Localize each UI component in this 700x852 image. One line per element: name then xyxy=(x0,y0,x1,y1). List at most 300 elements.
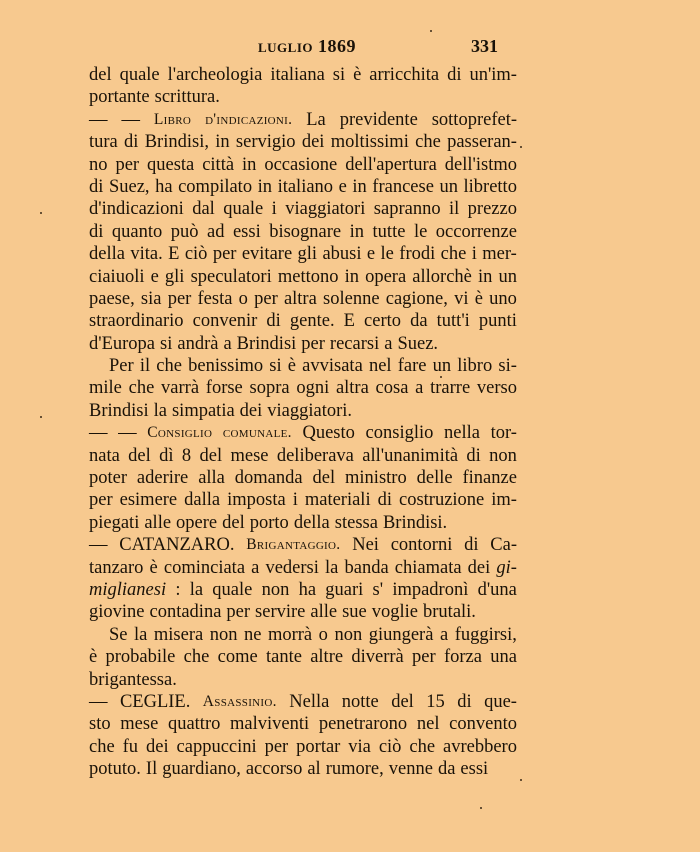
word: ne xyxy=(243,624,262,645)
word: in xyxy=(215,132,230,153)
word: questa xyxy=(147,154,195,175)
word: altra xyxy=(335,378,369,399)
word: di xyxy=(447,65,462,85)
word: — xyxy=(89,535,108,556)
word: — xyxy=(89,423,108,444)
word: o xyxy=(318,624,328,645)
word: da xyxy=(410,311,428,332)
word: di xyxy=(266,311,281,332)
word: del xyxy=(391,691,414,712)
text-line xyxy=(89,109,517,131)
word: si xyxy=(269,356,282,377)
word: italiana xyxy=(270,65,325,85)
word: della xyxy=(293,512,330,533)
word: i xyxy=(271,199,277,220)
word: avvisata xyxy=(302,356,363,377)
word: contorni xyxy=(390,535,453,556)
word: di xyxy=(124,132,139,153)
margin-speck xyxy=(520,146,522,148)
text-line xyxy=(89,691,517,713)
word: Brindisi xyxy=(236,333,297,354)
word: poter xyxy=(89,468,128,489)
word: brigantessa. xyxy=(89,669,177,690)
word: tanzaro xyxy=(89,557,144,578)
word: banda xyxy=(344,557,389,578)
word: Per xyxy=(109,356,134,377)
word: frodi xyxy=(399,244,436,265)
word: Suez, xyxy=(108,176,150,197)
word: nata xyxy=(89,445,120,466)
word: della xyxy=(89,244,125,265)
word: consiglio xyxy=(365,423,434,444)
word: è xyxy=(474,288,483,309)
word: occorrenze xyxy=(435,221,517,242)
word: quale xyxy=(212,579,253,600)
word: e xyxy=(366,244,376,265)
word: a xyxy=(384,333,393,354)
word: dei xyxy=(301,132,325,153)
word: fare xyxy=(397,356,427,377)
word: prezzo xyxy=(467,199,517,220)
word: arricchita xyxy=(369,65,440,85)
word: viaggiatori. xyxy=(267,400,353,421)
text-line xyxy=(89,310,517,332)
word: aderire xyxy=(136,468,189,489)
word: sto xyxy=(89,714,111,735)
word: previdente xyxy=(339,109,418,130)
margin-speck xyxy=(440,376,442,378)
word: che xyxy=(89,736,115,757)
word: e xyxy=(150,266,159,287)
word: per xyxy=(264,736,289,757)
word: dalla xyxy=(184,490,221,511)
word: fuggirsi, xyxy=(454,624,517,645)
word: dì xyxy=(159,445,174,466)
word: Consiglio xyxy=(147,424,213,442)
word: — xyxy=(89,109,108,130)
word: misera xyxy=(153,624,204,645)
word: per xyxy=(115,154,140,175)
word: verso xyxy=(476,378,517,399)
word: miglianesi xyxy=(89,579,167,600)
word: guari xyxy=(325,579,364,600)
word: che xyxy=(440,244,467,265)
word: opera xyxy=(365,266,407,287)
word: è xyxy=(149,557,158,578)
word: può xyxy=(170,221,199,242)
word: cagione, xyxy=(385,288,448,309)
word: sia xyxy=(140,288,162,309)
word: di xyxy=(466,445,481,466)
word: ciaiuoli xyxy=(89,266,145,287)
word: forse xyxy=(205,378,243,399)
word: si xyxy=(160,333,173,354)
word: convenir xyxy=(192,311,258,332)
word: altra xyxy=(283,288,317,309)
word: d'una xyxy=(477,579,517,600)
word: quale xyxy=(223,199,264,220)
text-line xyxy=(89,512,517,534)
margin-speck xyxy=(430,30,432,32)
word: cosa xyxy=(375,378,409,399)
word: le xyxy=(380,244,394,265)
word: fu xyxy=(122,736,139,757)
word: — xyxy=(89,691,108,712)
word: avrebbero xyxy=(443,736,517,757)
word: nella xyxy=(444,423,480,444)
word: tor- xyxy=(490,423,517,444)
paragraph xyxy=(89,64,517,109)
word: potuto. xyxy=(89,759,141,780)
margin-speck xyxy=(520,779,522,781)
word: quattro xyxy=(167,714,221,735)
word: cominciata xyxy=(163,557,246,578)
word: che xyxy=(128,378,155,399)
word: dell'istmo xyxy=(444,154,517,175)
word: chiamata xyxy=(394,557,462,578)
word: ciò xyxy=(184,244,208,265)
word: per xyxy=(254,288,278,309)
word: Questo xyxy=(302,423,355,444)
word: in xyxy=(349,221,365,242)
text-line xyxy=(89,489,517,511)
word: trarre xyxy=(430,378,471,399)
word: solenne xyxy=(323,288,380,309)
word: del xyxy=(89,65,112,85)
word: sue xyxy=(342,602,367,623)
word: di xyxy=(457,691,472,712)
word: la xyxy=(189,579,204,600)
word: notte xyxy=(341,691,379,712)
text-line xyxy=(89,131,517,153)
text-line xyxy=(89,557,517,579)
word: evitare xyxy=(241,244,293,265)
word: uno xyxy=(489,288,517,309)
text-line xyxy=(89,669,517,691)
word: — xyxy=(118,423,137,444)
margin-speck xyxy=(480,807,482,809)
word: a xyxy=(251,557,260,578)
word: le xyxy=(413,221,428,242)
word: im- xyxy=(491,490,517,511)
word: giovine xyxy=(89,602,145,623)
word: paese, xyxy=(89,288,135,309)
word: la xyxy=(153,400,167,421)
word: ad xyxy=(207,221,225,242)
word: tura xyxy=(89,132,118,153)
word: stessa xyxy=(334,512,378,533)
word: quale xyxy=(119,65,160,85)
word: morrà xyxy=(267,624,313,645)
margin-speck xyxy=(40,212,42,214)
word: allorchè xyxy=(412,266,472,287)
word: per xyxy=(167,288,192,309)
word: giungerà xyxy=(368,624,434,645)
word: andrà xyxy=(177,333,219,354)
body-text xyxy=(89,64,517,781)
word: un xyxy=(439,176,458,197)
word: alle xyxy=(144,512,172,533)
word: Il xyxy=(145,759,158,780)
text-line xyxy=(89,355,517,377)
word: tutt'i xyxy=(436,311,470,332)
word: Brindisi, xyxy=(144,132,209,153)
word: compilato xyxy=(178,176,253,197)
header-month: luglio 1869 xyxy=(258,36,357,56)
word: mer- xyxy=(482,244,517,265)
word: sopra xyxy=(249,378,290,399)
text-line xyxy=(89,736,517,758)
word: di xyxy=(377,490,392,511)
word: d'Europa xyxy=(89,333,156,354)
word: essi xyxy=(232,221,261,242)
word: piegati xyxy=(89,512,140,533)
word: s' xyxy=(372,579,384,600)
word: comunale. xyxy=(222,424,292,442)
word: che xyxy=(409,736,436,757)
word: ogni xyxy=(296,378,330,399)
word: probabile xyxy=(105,647,176,668)
word: Ca- xyxy=(490,535,517,556)
word: rumore, xyxy=(325,759,384,780)
word: straordinario xyxy=(89,311,184,332)
word: gente. xyxy=(289,311,335,332)
word: viaggiatori xyxy=(285,199,366,220)
word: brutali. xyxy=(423,602,476,623)
word: i xyxy=(471,244,477,265)
word: non xyxy=(489,445,517,466)
page-header xyxy=(258,36,498,60)
word: del xyxy=(312,468,336,489)
word: la xyxy=(134,624,148,645)
word: materiali xyxy=(304,490,371,511)
text-line xyxy=(89,534,517,556)
word: da xyxy=(437,759,456,780)
word: domanda xyxy=(234,468,303,489)
word: d'indicazioni. xyxy=(205,110,293,128)
word: penetrarono xyxy=(318,714,408,735)
word: non xyxy=(334,624,363,645)
word: CEGLIE. xyxy=(119,691,191,712)
word: libro xyxy=(457,356,493,377)
text-line xyxy=(89,333,517,355)
word: dei xyxy=(467,557,491,578)
word: convento xyxy=(449,714,517,735)
word: altre xyxy=(310,647,344,668)
word: del xyxy=(128,445,151,466)
word: per xyxy=(301,333,325,354)
word: francese xyxy=(372,176,434,197)
word: contadina xyxy=(149,602,222,623)
word: via xyxy=(348,736,371,757)
word: opere xyxy=(176,512,218,533)
paragraph xyxy=(89,691,517,781)
margin-speck xyxy=(40,416,42,418)
word: un xyxy=(432,356,452,377)
word: non xyxy=(261,579,290,600)
word: i xyxy=(292,490,298,511)
word: libretto xyxy=(463,176,517,197)
word: simpatia xyxy=(171,400,235,421)
word: città xyxy=(202,154,235,175)
word: all'unanimità xyxy=(362,445,459,466)
word: come xyxy=(217,647,258,668)
word: il xyxy=(139,356,151,377)
word: ciò xyxy=(378,736,402,757)
text-line xyxy=(89,445,517,467)
word: gi- xyxy=(496,557,517,578)
word: mettono xyxy=(277,266,339,287)
word: italiano xyxy=(277,176,334,197)
word: La xyxy=(306,109,326,130)
word: abusi xyxy=(322,244,362,265)
word: in xyxy=(241,154,257,175)
word: ha xyxy=(298,579,317,600)
word: per xyxy=(89,490,113,511)
word: varrà xyxy=(161,378,200,399)
word: un xyxy=(498,266,517,287)
text-line xyxy=(89,400,517,422)
word: venne xyxy=(388,759,433,780)
word: servigio xyxy=(235,132,296,153)
word: forza xyxy=(443,647,482,668)
word: no xyxy=(89,154,108,175)
word: vi xyxy=(454,288,469,309)
text-line xyxy=(89,64,517,86)
word: la xyxy=(325,557,339,578)
paragraph xyxy=(89,534,517,624)
word: non xyxy=(209,624,238,645)
text-line xyxy=(89,221,517,243)
word: cappuccini xyxy=(176,736,257,757)
word: ha xyxy=(155,176,173,197)
word: guardiano, xyxy=(162,759,241,780)
word: una xyxy=(490,647,517,668)
word: portante xyxy=(89,87,150,108)
word: di xyxy=(464,535,479,556)
word: dell'apertura xyxy=(345,154,437,175)
word: E xyxy=(168,244,180,265)
text-line xyxy=(89,624,517,646)
text-line xyxy=(89,646,517,668)
word: Libro xyxy=(153,110,192,128)
word: passeran- xyxy=(447,132,517,153)
word: a xyxy=(415,378,424,399)
word: nel xyxy=(416,714,440,735)
word: alle xyxy=(310,602,338,623)
word: o xyxy=(238,288,248,309)
word: CATANZARO. xyxy=(119,535,235,556)
word: 15 xyxy=(426,691,445,712)
text-line xyxy=(89,579,517,601)
word: finanze xyxy=(462,468,517,489)
word: moltissimi xyxy=(330,132,409,153)
word: delle xyxy=(416,468,453,489)
word: gli xyxy=(164,266,185,287)
text-line xyxy=(89,154,517,176)
text-line xyxy=(89,176,517,198)
paragraph xyxy=(89,355,517,422)
word: Suez. xyxy=(397,333,439,354)
word: in xyxy=(344,266,359,287)
word: vedersi xyxy=(265,557,319,578)
word: Nella xyxy=(289,691,330,712)
word: portar xyxy=(296,736,341,757)
word: tante xyxy=(265,647,302,668)
word: d'indicazioni xyxy=(89,199,184,220)
word: per xyxy=(212,244,237,265)
word: festa xyxy=(197,288,233,309)
text-line xyxy=(89,758,517,780)
word: che xyxy=(183,647,210,668)
word: accorso xyxy=(245,759,303,780)
word: benissimo xyxy=(188,356,264,377)
word: diverrà xyxy=(351,647,404,668)
word: 8 xyxy=(181,445,192,466)
word: : xyxy=(175,579,181,600)
word: Brindisi. xyxy=(382,512,448,533)
word: che xyxy=(415,132,441,153)
word: E xyxy=(343,311,355,332)
word: del xyxy=(199,445,223,466)
word: speculatori xyxy=(190,266,272,287)
word: deliberava xyxy=(276,445,354,466)
word: Assassinio. xyxy=(202,692,277,710)
text-line xyxy=(89,86,517,108)
word: mile xyxy=(89,378,122,399)
word: al xyxy=(307,759,321,780)
word: l'archeologia xyxy=(167,65,263,85)
paragraph xyxy=(89,624,517,691)
word: imposta xyxy=(227,490,286,511)
word: si- xyxy=(498,356,517,377)
word: e xyxy=(338,176,347,197)
word: certo xyxy=(364,311,402,332)
word: dei xyxy=(239,400,263,421)
paragraph xyxy=(89,109,517,355)
word: il xyxy=(448,199,460,220)
text-line xyxy=(89,288,517,310)
word: ministro xyxy=(345,468,407,489)
word: di xyxy=(89,176,104,197)
word: esimere xyxy=(119,490,178,511)
word: dei xyxy=(145,736,169,757)
word: per xyxy=(226,602,251,623)
word: che xyxy=(156,356,182,377)
word: porto xyxy=(249,512,289,533)
page-number: 331 xyxy=(471,36,498,56)
text-line xyxy=(89,713,517,735)
text-line xyxy=(89,467,517,489)
word: servire xyxy=(255,602,306,623)
word: a xyxy=(439,624,449,645)
text-line xyxy=(89,601,517,623)
word: Se xyxy=(109,624,128,645)
word: a xyxy=(223,333,232,354)
word: un'im- xyxy=(469,65,517,85)
word: dal xyxy=(192,199,215,220)
word: in xyxy=(352,176,367,197)
text-line xyxy=(89,422,517,444)
word: si xyxy=(332,65,346,85)
word: quanto xyxy=(111,221,163,242)
word: occasione xyxy=(264,154,338,175)
word: in xyxy=(477,266,493,287)
word: alla xyxy=(198,468,225,489)
word: costruzione xyxy=(398,490,485,511)
word: malviventi xyxy=(230,714,310,735)
text-line xyxy=(89,377,517,399)
